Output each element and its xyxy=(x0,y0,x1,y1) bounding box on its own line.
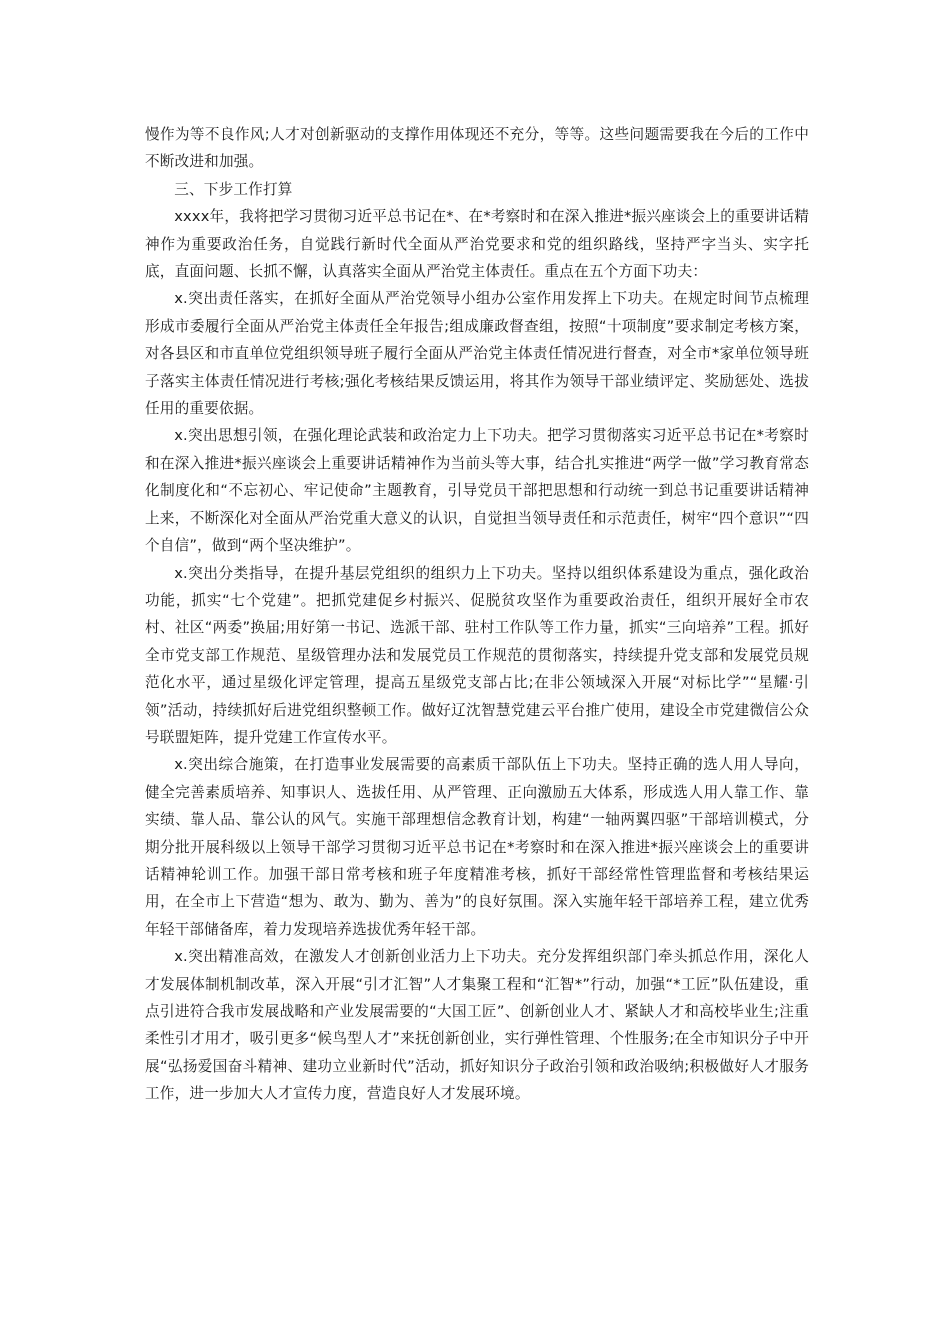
document-body xyxy=(145,121,809,1108)
item-talent-paragraph: x.突出精准高效，在激发人才创新创业活力上下功夫。充分发挥组织部门牵头抓总作用，深化人才发展体制机制改革，深入开展“引才汇智”人才集聚工程和“汇智*”行动，加强“*工匠”队伍建设，重点引进符合我市发展战略和产业发展需要的“大国工匠”、创新创业人才、紧缺人才和高校毕业生;注重柔性引才用才，吸引更多“候鸟型人才”来抚创新创业，实行弹性管理、个性服务;在全市知识分子中开展“弘扬爱国奋斗精神、建功立业新时代”活动，抓好知识分子政治引领和政治吸纳;积极做好人才服务工作，进一步加大人才宣传力度，营造良好人才发展环境。 xyxy=(145,948,809,1103)
overview-paragraph: xxxx年，我将把学习贯彻习近平总书记在*、在*考察时和在深入推进*振兴座谈会上的重要讲话精神作为重要政治任务，自觉践行新时代全面从严治党要求和党的组织路线，坚持严字当头、实字托底，直面问题、长抓不懈，认真落实全面从严治党主体责任。重点在五个方面下功夫： xyxy=(145,208,809,281)
item-responsibility-paragraph: x.突出责任落实，在抓好全面从严治党领导小组办公室作用发挥上下功夫。在规定时间节点梳理形成市委履行全面从严治党主体责任全年报告;组成廉政督查组，按照“十项制度”要求制定考核方案，对各县区和市直单位党组织领导班子履行全面从严治党主体责任情况进行督查，对全市*家单位领导班子落实主体责任情况进行考核;强化考核结果反馈运用，将其作为领导干部业绩评定、奖励惩处、选拔任用的重要依据。 xyxy=(145,290,809,418)
item-grassroots-paragraph: x.突出分类指导，在提升基层党组织的组织力上下功夫。坚持以组织体系建设为重点，强化政治功能，抓实“七个党建”。把抓党建促乡村振兴、促脱贫攻坚作为重要政治责任，组织开展好全市农村、社区“两委”换届;用好第一书记、选派干部、驻村工作队等工作力量，抓实“三向培养”工程。抓好全市党支部工作规范、星级管理办法和发展党员工作规范的贯彻落实，持续提升党支部和发展党员规范化水平，通过星级化评定管理，提高五星级党支部占比;在非公领域深入开展“对标比学”“星耀·引领”活动，持续抓好后进党组织整顿工作。做好辽沈智慧党建云平台推广使用，建设全市党建微信公众号联盟矩阵，提升党建工作宣传水平。 xyxy=(145,564,809,746)
intro-tail-paragraph: 慢作为等不良作风;人才对创新驱动的支撑作用体现还不充分，等等。这些问题需要我在今后的工作中不断改进和加强。 xyxy=(145,126,809,171)
item-ideology-paragraph: x.突出思想引领，在强化理论武装和政治定力上下功夫。把学习贯彻落实习近平总书记在*考察时和在深入推进*振兴座谈会上重要讲话精神作为当前头等大事，结合扎实推进“两学一做”学习教育常态化制度化和“不忘初心、牢记使命”主题教育，引导党员干部把思想和行动统一到总书记重要讲话精神上来，不断深化对全面从严治党重大意义的认识，自觉担当领导责任和示范责任，树牢“四个意识”“四个自信”，做到“两个坚决维护”。 xyxy=(145,427,809,555)
item-cadres-paragraph: x.突出综合施策，在打造事业发展需要的高素质干部队伍上下功夫。坚持正确的选人用人导向，健全完善素质培养、知事识人、选拔任用、从严管理、正向激励五大体系，形成选人用人靠工作、靠实绩、靠人品、靠公认的风气。实施干部理想信念教育计划，构建“一轴两翼四驱”干部培训模式，分期分批开展科级以上领导干部学习贯彻习近平总书记在*考察时和在深入推进*振兴座谈会上的重要讲话精神轮训工作。加强干部日常考核和班子年度精准考核，抓好干部经常性管理监督和考核结果运用，在全市上下营造“想为、敢为、勤为、善为”的良好氛围。深入实施年轻干部培养工程，建立优秀年轻干部储备库，着力发现培养选拔优秀年轻干部。 xyxy=(145,756,809,938)
section-heading: 三、下步工作打算 xyxy=(174,180,293,198)
